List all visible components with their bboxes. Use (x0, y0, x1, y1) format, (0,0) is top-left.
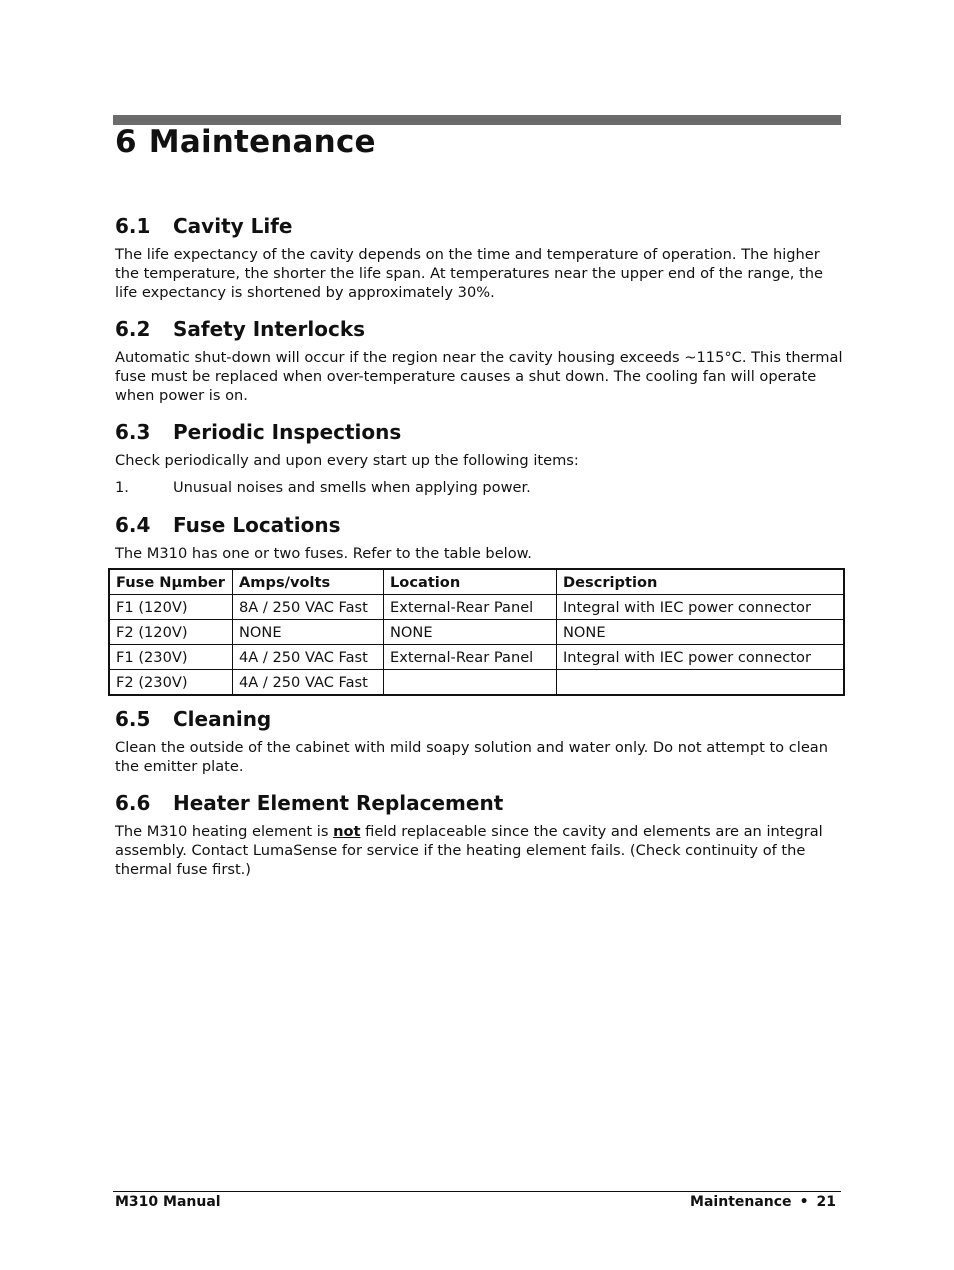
section-heater-element (115, 790, 843, 879)
section-heading (115, 790, 843, 816)
table-row (109, 670, 844, 696)
list-item (115, 478, 843, 497)
footer-rule (113, 1191, 841, 1192)
section-number: 6.4 (115, 513, 151, 537)
table-cell (384, 670, 557, 696)
table-cell: NONE (384, 620, 557, 645)
chapter-title (115, 124, 376, 160)
section-fuse-locations (115, 512, 843, 563)
column-header: Amps/volts (233, 569, 384, 595)
table-cell (557, 670, 845, 696)
section-title: Heater Element Replacement (173, 791, 504, 815)
table-row (109, 595, 844, 620)
section-periodic-inspections (115, 419, 843, 497)
section-title: Safety Interlocks (173, 317, 366, 341)
table-cell: External-Rear Panel (384, 645, 557, 670)
section-number: 6.3 (115, 420, 151, 444)
section-title: Fuse Locations (173, 513, 341, 537)
list-item-number: 1. (115, 479, 129, 496)
column-header: Location (384, 569, 557, 595)
section-number: 6.2 (115, 317, 151, 341)
table-cell: F1 (120V) (109, 595, 233, 620)
section-number: 6.6 (115, 791, 151, 815)
fuse-table (108, 568, 845, 696)
footer-manual-title: M310 Manual (115, 1194, 221, 1210)
table-cell: F2 (120V) (109, 620, 233, 645)
section-safety-interlocks (115, 316, 843, 405)
section-cleaning (115, 706, 843, 776)
section-number: 6.5 (115, 707, 151, 731)
chapter-title-text: Maintenance (148, 124, 376, 160)
section-title: Cavity Life (173, 214, 293, 238)
section-body: Check periodically and upon every start up the following items: (115, 452, 579, 469)
table-cell: NONE (557, 620, 845, 645)
table-cell: Integral with IEC power connector (557, 645, 845, 670)
section-body: The life expectancy of the cavity depends on the time and temperature of operation. The higher the temperature, the shorter the life span. At temperatures near the upper end of the range, the life expectancy is shortened by approximately 30%. (115, 246, 824, 301)
table-cell: 4A / 250 VAC Fast (233, 670, 384, 696)
section-body (115, 822, 843, 879)
section-title: Periodic Inspections (173, 420, 402, 444)
body-text: field replaceable since the cavity and elements are an integral assembly. Contact LumaSense for service if the heating element fails. (Check continuity of the thermal fuse first.) (115, 823, 823, 878)
table-row (109, 645, 844, 670)
list-item-text: Unusual noises and smells when applying power. (173, 479, 531, 496)
section-heading (115, 419, 843, 445)
section-heading (115, 706, 843, 732)
table-row (109, 620, 844, 645)
section-body: The M310 has one or two fuses. Refer to the table below. (115, 545, 532, 562)
section-body: Clean the outside of the cabinet with mild soapy solution and water only. Do not attempt to clean the emitter plate. (115, 739, 828, 775)
section-body: Automatic shut-down will occur if the region near the cavity housing exceeds ~115°C. This thermal fuse must be replaced when over-temperature causes a shut down. The cooling fan will operate when power is on. (115, 349, 843, 404)
table-cell: F2 (230V) (109, 670, 233, 696)
footer-bullet: • (799, 1194, 809, 1210)
section-heading (115, 213, 843, 239)
page-number: 21 (816, 1194, 836, 1210)
column-header: Description (557, 569, 845, 595)
section-cavity-life (115, 213, 843, 302)
chapter-number: 6 (115, 124, 137, 160)
section-number: 6.1 (115, 214, 151, 238)
table-cell: External-Rear Panel (384, 595, 557, 620)
table-cell: F1 (230V) (109, 645, 233, 670)
column-header: Fuse Nµmber (109, 569, 233, 595)
footer-page-info (690, 1194, 836, 1210)
footer-section: Maintenance (690, 1194, 792, 1210)
body-text: The M310 heating element is (115, 823, 334, 840)
section-heading (115, 316, 843, 342)
table-cell: NONE (233, 620, 384, 645)
table-header-row (109, 569, 844, 595)
table-cell: Integral with IEC power connector (557, 595, 845, 620)
table-cell: 8A / 250 VAC Fast (233, 595, 384, 620)
emphasis-text: not (333, 823, 361, 840)
table-cell: 4A / 250 VAC Fast (233, 645, 384, 670)
section-title: Cleaning (173, 707, 272, 731)
section-heading (115, 512, 843, 538)
